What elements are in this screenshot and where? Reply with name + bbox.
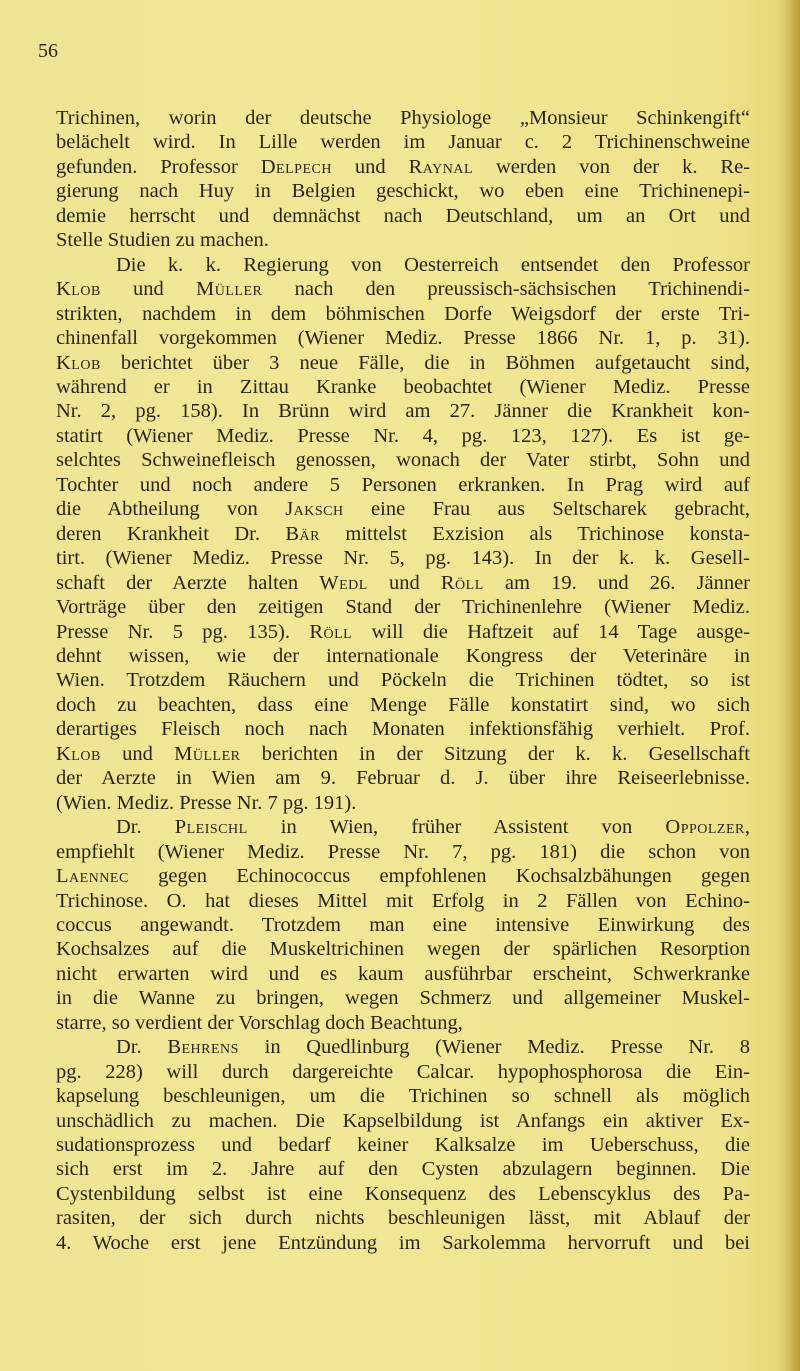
text-segment: die Abtheilung von xyxy=(56,498,286,521)
text-segment: schaft der Aerzte halten xyxy=(56,571,320,594)
text-segment: tirt. (Wiener Mediz. Presse Nr. 5, pg. 143). In der k. k. Gesell- xyxy=(56,547,750,570)
author-name: Oppolzer xyxy=(665,816,745,839)
text-segment: Trichinen, worin der deutsche Physiologe „Monsieur Schinkengift“ xyxy=(56,107,750,129)
text-line xyxy=(56,791,750,815)
text-segment: und xyxy=(100,278,197,301)
text-segment: demie herrscht und demnächst nach Deutschland, um an Ort und xyxy=(56,204,750,227)
text-segment: und xyxy=(331,155,409,178)
text-line xyxy=(56,277,750,301)
author-name: Klob xyxy=(56,278,101,301)
text-segment: Dr. xyxy=(116,1036,168,1059)
text-segment: eine Frau aus Seltscharek gebracht, xyxy=(343,498,750,521)
text-line xyxy=(56,1035,750,1059)
text-segment: chinenfall vorgekommen (Wiener Mediz. Presse 1866 Nr. 1, p. 31). xyxy=(56,327,750,350)
author-name: Raynal xyxy=(408,155,473,178)
text-line xyxy=(56,962,750,986)
text-segment: deren Krankheit Dr. xyxy=(56,522,286,545)
text-line xyxy=(56,253,750,277)
text-line xyxy=(56,424,750,448)
text-segment: berichten in der Sitzung der k. k. Gesellschaft xyxy=(240,742,750,765)
text-segment: coccus angewandt. Trotzdem man eine intensive Einwirkung des xyxy=(56,913,750,936)
text-segment: empfiehlt (Wiener Mediz. Presse Nr. 7, pg. 181) die schon von xyxy=(56,840,750,863)
text-line xyxy=(56,1084,750,1108)
text-line xyxy=(56,155,750,179)
text-line xyxy=(56,204,750,228)
text-segment: und xyxy=(367,571,441,594)
text-line xyxy=(56,742,750,766)
text-segment: Stelle Studien zu machen. xyxy=(56,229,269,252)
text-segment: Tochter und noch andere 5 Personen erkranken. In Prag wird auf xyxy=(56,473,750,496)
text-segment: in Wien, früher Assistent von xyxy=(247,816,666,839)
text-line xyxy=(56,668,750,692)
body-text xyxy=(56,106,750,1255)
text-line xyxy=(56,595,750,619)
text-segment: 4. Woche erst jene Entzündung im Sarkolemma hervorruft und bei xyxy=(56,1231,750,1254)
text-segment: während er in Zittau Kranke beobachtet (Wiener Mediz. Presse xyxy=(56,375,750,398)
text-segment: in Quedlinburg (Wiener Mediz. Presse Nr. 8 xyxy=(238,1036,750,1059)
author-name: Delpech xyxy=(260,155,332,178)
text-line xyxy=(56,986,750,1010)
author-name: Müller xyxy=(174,742,241,765)
author-name: Klob xyxy=(56,351,101,374)
author-name: Röll xyxy=(440,571,484,594)
text-segment: Trichinose. O. hat dieses Mittel mit Erfolg in 2 Fällen von Echino- xyxy=(56,889,750,912)
text-line xyxy=(56,840,750,864)
text-segment: Vorträge über den zeitigen Stand der Trichinenlehre (Wiener Mediz. xyxy=(56,596,750,619)
text-segment: gierung nach Huy in Belgien geschickt, wo eben eine Trichinenepi- xyxy=(56,180,750,203)
author-name: Bär xyxy=(285,522,320,545)
text-line xyxy=(56,497,750,521)
text-segment: mittelst Exzision als Trichinose konsta- xyxy=(320,522,751,545)
author-name: Jaksch xyxy=(285,498,344,521)
text-line xyxy=(56,1157,750,1181)
text-segment: sich erst im 2. Jahre auf den Cysten abzulagern beginnen. Die xyxy=(56,1158,750,1181)
text-segment: Cystenbildung selbst ist eine Konsequenz des Lebenscyklus des Pa- xyxy=(56,1182,750,1205)
text-line xyxy=(56,302,750,326)
text-line xyxy=(56,644,750,668)
text-line xyxy=(56,864,750,888)
text-line xyxy=(56,399,750,423)
text-segment: am 19. und 26. Jänner xyxy=(483,571,751,594)
author-name: Pleischl xyxy=(174,816,248,839)
text-line xyxy=(56,326,750,350)
text-segment: , xyxy=(744,816,750,839)
text-segment: rasiten, der sich durch nichts beschleunigen lässt, mit Ablauf der xyxy=(56,1207,750,1230)
text-line xyxy=(56,179,750,203)
text-line xyxy=(56,473,750,497)
text-segment: derartiges Fleisch noch nach Monaten infektionsfähig verhielt. Prof. xyxy=(56,718,750,741)
text-segment: nicht erwarten wird und es kaum ausführbar erscheint, Schwerkranke xyxy=(56,962,750,985)
text-line xyxy=(56,1109,750,1133)
text-segment: Dr. xyxy=(116,816,175,839)
text-line xyxy=(56,815,750,839)
page-number: 56 xyxy=(38,40,58,62)
text-segment: selchtes Schweinefleisch genossen, wonach der Vater stirbt, Sohn und xyxy=(56,449,750,472)
author-name: Müller xyxy=(196,278,263,301)
text-segment: doch zu beachten, dass eine Menge Fälle konstatirt sind, wo sich xyxy=(56,693,750,716)
text-line xyxy=(56,1231,750,1255)
text-line xyxy=(56,937,750,961)
text-line xyxy=(56,546,750,570)
text-segment: gegen Echinococcus empfohlenen Kochsalzbähungen gegen xyxy=(128,865,750,888)
text-segment: will die Haftzeit auf 14 Tage ausge- xyxy=(352,620,750,643)
text-segment: und xyxy=(100,742,175,765)
text-segment: der Aerzte in Wien am 9. Februar d. J. über ihre Reiseerlebnisse. xyxy=(56,767,750,790)
text-line xyxy=(56,1206,750,1230)
text-segment: Die k. k. Regierung von Oesterreich entsendet den Professor xyxy=(116,253,750,276)
text-segment: starre, so verdient der Vorschlag doch Beachtung, xyxy=(56,1011,463,1034)
text-line xyxy=(56,693,750,717)
text-line xyxy=(56,1011,750,1035)
text-segment: strikten, nachdem in dem böhmischen Dorfe Weigsdorf der erste Tri- xyxy=(56,302,750,325)
text-line xyxy=(56,1133,750,1157)
text-segment: Presse Nr. 5 pg. 135). xyxy=(56,620,310,643)
text-segment: unschädlich zu machen. Die Kapselbildung ist Anfangs ein aktiver Ex- xyxy=(56,1109,750,1132)
text-line xyxy=(56,448,750,472)
text-line xyxy=(56,130,750,154)
text-segment: werden von der k. Re- xyxy=(473,155,750,178)
text-line xyxy=(56,889,750,913)
author-name: Klob xyxy=(56,742,101,765)
text-line xyxy=(56,375,750,399)
text-segment: Nr. 2, pg. 158). In Brünn wird am 27. Jänner die Krankheit kon- xyxy=(56,400,750,423)
text-line xyxy=(56,351,750,375)
text-segment: statirt (Wiener Mediz. Presse Nr. 4, pg. 123, 127). Es ist ge- xyxy=(56,424,750,447)
text-line xyxy=(56,522,750,546)
page-edge xyxy=(786,0,800,1371)
text-segment: Kochsalzes auf die Muskeltrichinen wegen der spärlichen Resorption xyxy=(56,938,750,961)
text-segment: Wien. Trotzdem Räuchern und Pöckeln die Trichinen tödtet, so ist xyxy=(56,669,750,692)
text-segment: gefunden. Professor xyxy=(56,155,261,178)
text-line xyxy=(56,1182,750,1206)
author-name: Behrens xyxy=(167,1036,239,1059)
text-line xyxy=(56,913,750,937)
text-segment: (Wien. Mediz. Presse Nr. 7 pg. 191). xyxy=(56,791,357,814)
text-line xyxy=(56,106,750,130)
author-name: Laennec xyxy=(56,865,129,888)
text-segment: sudationsprozess und bedarf keiner Kalksalze im Ueberschuss, die xyxy=(56,1134,750,1157)
text-line xyxy=(56,228,750,252)
text-segment: kapselung beschleunigen, um die Trichinen so schnell als möglich xyxy=(56,1085,750,1108)
text-line xyxy=(56,717,750,741)
text-line xyxy=(56,620,750,644)
text-line xyxy=(56,571,750,595)
text-segment: belächelt wird. In Lille werden im Januar c. 2 Trichinenschweine xyxy=(56,131,750,154)
text-segment: dehnt wissen, wie der internationale Kongress der Veterinäre in xyxy=(56,644,750,667)
text-segment: pg. 228) will durch dargereichte Calcar. hypophosphorosa die Ein- xyxy=(56,1060,750,1083)
text-line xyxy=(56,766,750,790)
text-segment: in die Wanne zu bringen, wegen Schmerz und allgemeiner Muskel- xyxy=(56,987,750,1010)
author-name: Röll xyxy=(309,620,353,643)
author-name: Wedl xyxy=(319,571,368,594)
text-line xyxy=(56,1060,750,1084)
text-segment: nach den preussisch-sächsischen Trichinendi- xyxy=(262,278,751,301)
text-segment: berichtet über 3 neue Fälle, die in Böhmen aufgetaucht sind, xyxy=(100,351,750,374)
